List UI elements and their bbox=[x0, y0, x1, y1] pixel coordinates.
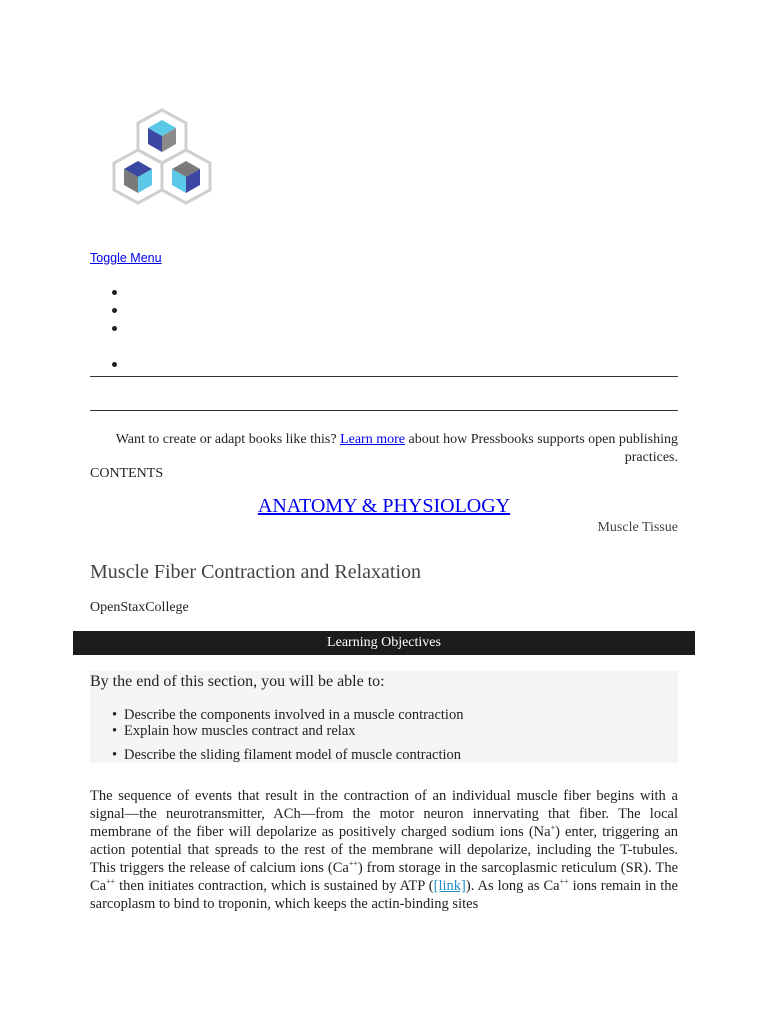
text-run: The sequence of events that result in the contraction of an individual muscle fiber begins with a signal—the neurotransmitter, ACh—from the motor neuron innervating that fiber. The local membrane of the fiber will depolarize as positively charged sodium ions (Na bbox=[90, 788, 678, 840]
body-paragraph bbox=[90, 787, 678, 913]
toggle-menu-link[interactable]: Toggle Menu bbox=[90, 251, 162, 265]
chapter-title: Muscle Fiber Contraction and Relaxation bbox=[90, 561, 422, 583]
divider bbox=[90, 410, 678, 411]
learning-objectives-intro: By the end of this section, you will be able to: bbox=[90, 673, 385, 690]
superscript: ++ bbox=[106, 877, 116, 887]
text-run: then initiates contraction, which is sustained by ATP ( bbox=[115, 878, 434, 894]
list-item: • Describe the sliding filament model of muscle contraction bbox=[124, 747, 461, 764]
superscript: ++ bbox=[559, 877, 569, 887]
learning-objectives-header bbox=[73, 631, 695, 655]
learning-objectives-box bbox=[90, 671, 678, 763]
superscript: ++ bbox=[348, 859, 358, 869]
divider bbox=[90, 376, 678, 377]
text-run: ) enter, triggering an action potential that spreads to the rest of the membrane will depolarize, including the T-tubules. This triggers the release of calcium ions (Ca bbox=[90, 824, 679, 876]
promo-text-after: about how Pressbooks supports open publishing practices. bbox=[405, 432, 678, 465]
figure-link[interactable]: [link] bbox=[433, 878, 466, 894]
text-run: ions remain in the sarcoplasm to bind to troponin, which keeps the actin-binding sites bbox=[90, 878, 678, 912]
superscript: + bbox=[550, 823, 556, 833]
text-run: ) from storage in the sarcoplasmic reticulum (SR). The Ca bbox=[90, 860, 679, 894]
author-name: OpenStaxCollege bbox=[90, 600, 189, 615]
list-item: • Describe the components involved in a muscle contraction bbox=[124, 707, 463, 724]
list-item: • Explain how muscles contract and relax bbox=[124, 723, 356, 740]
nav-menu-item[interactable] bbox=[112, 290, 120, 298]
nav-menu-item[interactable] bbox=[112, 308, 120, 316]
text-run: ). As long as Ca bbox=[465, 878, 560, 894]
learning-objectives-title: Learning Objectives bbox=[327, 635, 441, 650]
nav-menu-item[interactable] bbox=[112, 326, 120, 334]
book-title-link[interactable]: ANATOMY & PHYSIOLOGY bbox=[257, 495, 511, 517]
pressbooks-promo bbox=[90, 431, 678, 466]
learn-more-link[interactable]: Learn more bbox=[340, 432, 405, 447]
nav-menu-item[interactable] bbox=[112, 362, 120, 370]
part-title: Muscle Tissue bbox=[597, 520, 678, 535]
contents-label[interactable]: CONTENTS bbox=[90, 466, 164, 481]
promo-text-before: Want to create or adapt books like this? bbox=[115, 432, 341, 447]
site-logo-icon[interactable] bbox=[110, 106, 214, 218]
